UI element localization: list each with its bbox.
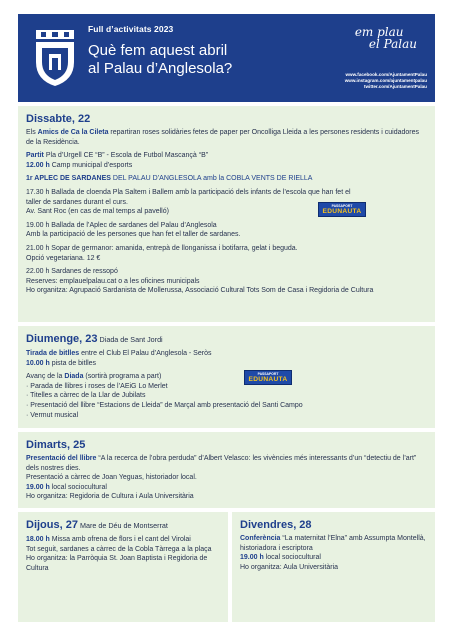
section-dissabte: [18, 106, 435, 322]
event-aplec-heading: 1r APLEC DE SARDANES DEL PALAU D’ANGLESOLA amb la COBLA VENTS DE RIELLA: [26, 175, 313, 183]
instagram-link[interactable]: www.instagram.com/ajuntamentpalau: [344, 78, 427, 84]
town-crest-icon: [32, 28, 78, 88]
title-line-1: Què fem aquest abril: [88, 42, 228, 59]
list-item: · Titelles a càrrec de la Llar de Jubilats: [26, 392, 146, 400]
event-sopar: 21.00 h Sopar de germanor: amanida, entrepà de llonganissa i botifarra, gelat i beguda. Opció vegetariana. 12 €: [26, 244, 298, 262]
title-line-2: al Palau d’Anglesola?: [88, 60, 233, 77]
list-item: · Parada de llibres i roses de l’AEiG Lo Merlet: [26, 382, 168, 390]
event-roses: Els Amics de Ca la Cileta repartiran roses solidàries fetes de paper per Oncolliga Lleida a les persones residents i cuidadores de la Residència.: [26, 129, 419, 146]
twitter-link[interactable]: twitter.com/AjuntamentPalau: [363, 84, 427, 90]
section-divendres: [232, 512, 435, 622]
section-diumenge: [18, 326, 435, 428]
day-heading: Dijous, 27 Mare de Déu de Montserrat: [26, 519, 168, 531]
brand-line-1: em plau: [354, 25, 404, 39]
brand-wordmark: [355, 26, 417, 50]
list-item: · Presentació del llibre “Estacions de Lleida” de Marçal amb presentació del Santi Campo: [26, 401, 303, 409]
day-heading: Dimarts, 25: [26, 439, 86, 451]
section-dimarts: [18, 432, 435, 508]
facebook-link[interactable]: www.facebook.com/AjuntamentPalau: [345, 72, 427, 77]
flyer-title: [88, 42, 308, 78]
social-links: [345, 72, 427, 91]
header-banner: [18, 14, 435, 102]
event-presentacio-llibre: Presentació del llibre “A la recerca de l’obra perduda” d’Albert Velasco: les vivències més interessants d’un “detectiu de l’art” dels nostres dies. Presentació a càrrec de Joan Yeguas, historiador local. 19.00 h local sociocultural Ho organitza: Regidoria de Cultura i Aula Universitària: [26, 455, 417, 501]
day-heading: Divendres, 28: [240, 519, 312, 531]
section-dijous: [18, 512, 228, 622]
flyer-eyebrow: Full d’activitats 2023: [88, 24, 174, 34]
event-partit: Partit Pla d’Urgell CE “B” - Escola de Futbol Mascançà “B” 12.00 h Camp municipal d’esports: [26, 152, 209, 169]
event-ballada-aplec: 19.00 h Ballada de l’Aplec de sardanes del Palau d’Anglesola Amb la participació de les persones que han fet el taller de sardanes.: [26, 221, 241, 239]
day-heading: Dissabte, 22: [26, 113, 91, 125]
day-heading: Diumenge, 23 Diada de Sant Jordi: [26, 333, 163, 345]
event-diada: Avanç de la Diada (sortirà programa a part) · Parada de llibres i roses de l’AEiG Lo Merlet · Titelles a càrrec de la Llar de Jubilats · Presentació del llibre “Estacions de Lleida” de Marçal amb presentació del Santi Campo · Vermut musical: [26, 372, 427, 420]
event-bitlles: Tirada de bitlles entre el Club El Palau d’Anglesola - Seròs 10.00 h pista de bitlles: [26, 350, 212, 367]
event-ressopo: 22.00 h Sardanes de ressopó Reserves: emplauelpalau.cat o a les oficines municipals Ho organitza: Agrupació Sardanista de Mollerussa, Associació Cultural Tots Som de Casa i Regidoria de Cultura: [26, 268, 374, 295]
passport-edunauta-badge: PASSAPORT EDUNAUTA: [244, 370, 292, 385]
brand-line-2: el Palau: [368, 37, 417, 51]
event-ballada-cloenda: 17.30 h Ballada de cloenda Pla Saltem i Ballem amb la participació dels infants de l’escola que han fet el taller de sardanes durant el curs. Av. Sant Roc (en cas de mal temps al pavelló): [26, 188, 351, 216]
passport-edunauta-badge: PASSAPORT EDUNAUTA: [318, 202, 366, 217]
event-conferencia: Conferència “La maternitat l’Elna” amb Assumpta Montellà, historiadora i escriptora 19.00 h local sociocultural Ho organitza: Aula Universitària: [240, 535, 426, 571]
list-item: · Vermut musical: [26, 411, 79, 419]
event-missa: 18.00 h Missa amb ofrena de flors i el cant del Virolai Tot seguit, sardanes a càrrec de la Cobla Tàrrega a la plaça Ho organitza: la Parròquia St. Joan Baptista i Regidoria de Cultura: [26, 536, 212, 572]
